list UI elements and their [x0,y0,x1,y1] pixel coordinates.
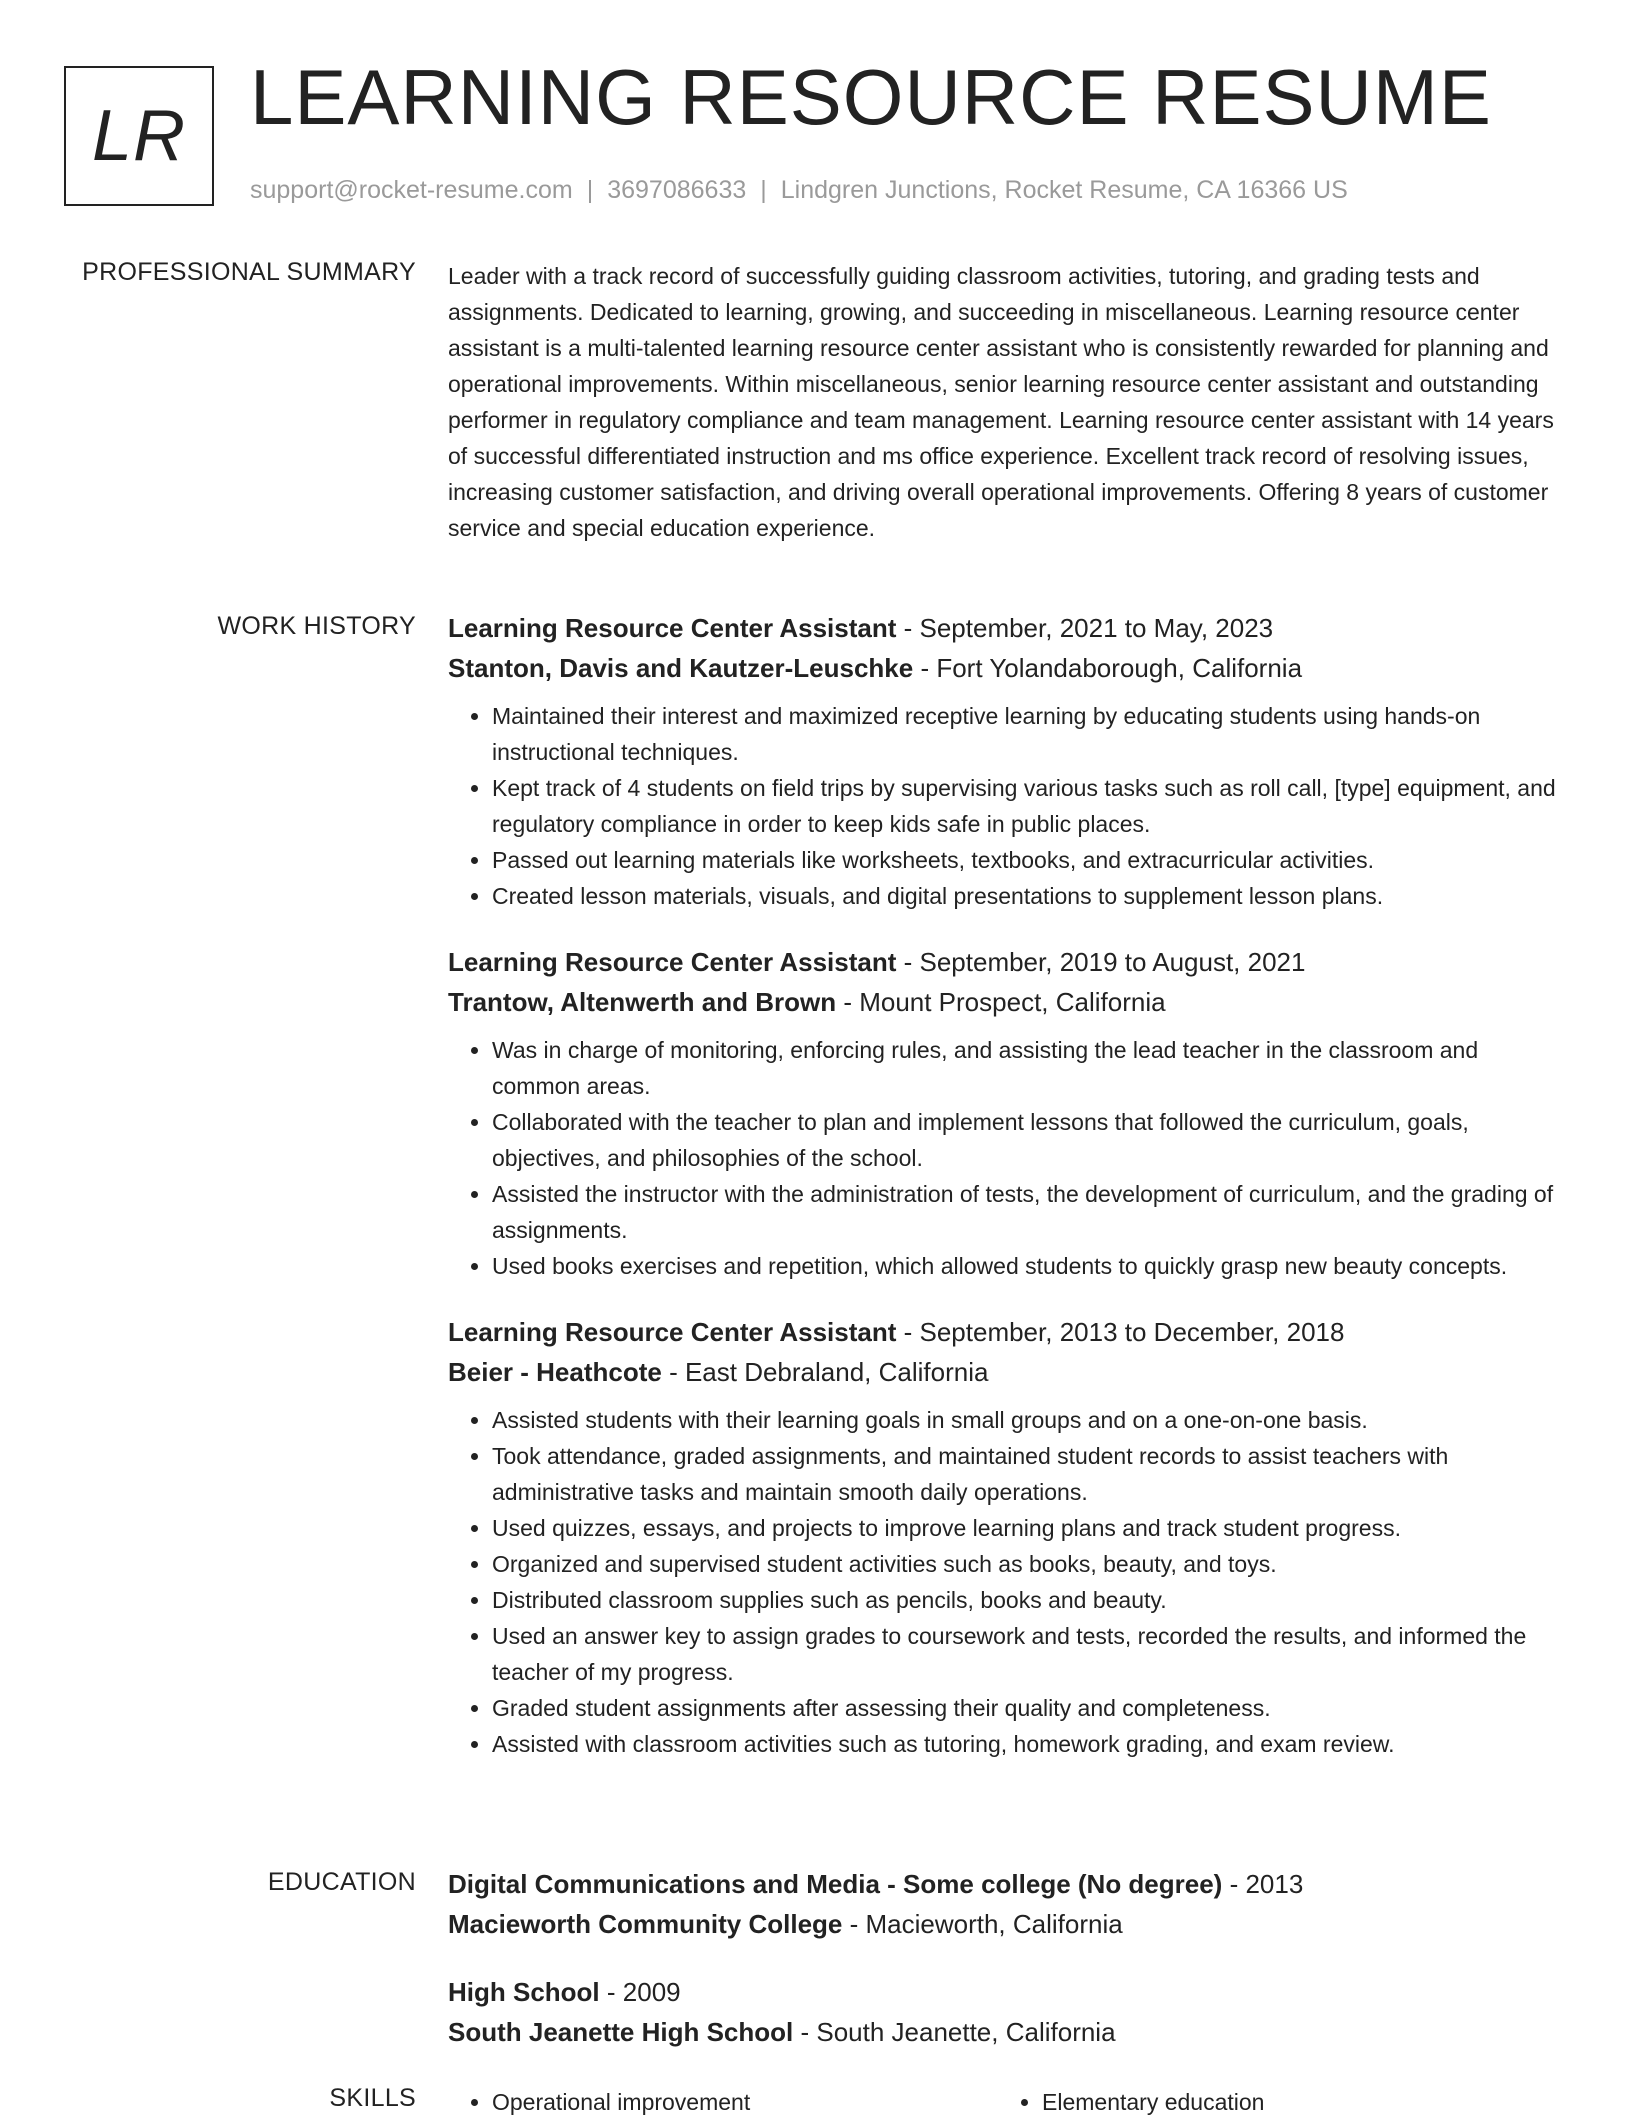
job-bullet: • Assisted the instructor with the administration of tests, the development of curriculum, and the grading of assignments. [492,1176,1568,1248]
job-bullets [448,1402,1568,1762]
education-location: - Macieworth, California [842,1909,1123,1939]
job-bullet: • Was in charge of monitoring, enforcing rules, and assisting the lead teacher in the classroom and common areas. [492,1032,1568,1104]
education-school: Macieworth Community College [448,1909,843,1939]
education-degree-line [448,1972,1568,2012]
job-bullet: • Collaborated with the teacher to plan and implement lessons that followed the curriculum, goals, objectives, and philosophies of the school. [492,1104,1568,1176]
contact-address: Lindgren Junctions, Rocket Resume, CA 16366 US [780,176,1348,204]
job-company: Stanton, Davis and Kautzer-Leuschke [448,653,914,683]
job-entry [448,608,1568,914]
skills-column [448,2084,998,2120]
education-year: - 2009 [599,1977,681,2007]
job-company-line [448,1352,1568,1392]
contact-phone[interactable]: 3697086633 [607,176,747,204]
skills-columns [448,2084,1568,2120]
job-bullet: • Assisted students with their learning goals in small groups and on a one-on-one basis. [492,1402,1568,1438]
job-company-line [448,982,1568,1022]
job-dates: - September, 2021 to May, 2023 [896,613,1274,643]
job-bullet: • Used books exercises and repetition, which allowed students to quickly grasp new beauty concepts. [492,1248,1568,1284]
education-year: - 2013 [1222,1869,1304,1899]
contact-email[interactable]: support@rocket-resume.com [250,176,573,204]
skill-item: • Elementary education [1042,2084,1548,2120]
education-school-line [448,1904,1568,1944]
education-school: South Jeanette High School [448,2017,794,2047]
job-bullet: • Used quizzes, essays, and projects to improve learning plans and track student progress. [492,1510,1568,1546]
contact-separator: | [586,176,594,204]
job-company-line [448,648,1568,688]
job-bullet: • Assisted with classroom activities such as tutoring, homework grading, and exam review. [492,1726,1568,1762]
job-dates: - September, 2013 to December, 2018 [896,1317,1345,1347]
job-location: - Mount Prospect, California [836,987,1166,1017]
job-company: Beier - Heathcote [448,1357,662,1387]
monogram-logo: LR [64,66,214,206]
education-heading: EDUCATION [267,1868,416,1896]
job-location: - East Debraland, California [661,1357,989,1387]
job-title: Learning Resource Center Assistant [448,947,897,977]
education-school-line [448,2012,1568,2052]
skills-heading: SKILLS [329,2084,416,2112]
education-location: - South Jeanette, California [793,2017,1116,2047]
resume-title: LEARNING RESOURCE RESUME [250,53,1492,141]
job-bullets [448,698,1568,914]
job-bullet: • Passed out learning materials like worksheets, textbooks, and extracurricular activities. [492,842,1568,878]
job-bullet: • Graded student assignments after assessing their quality and completeness. [492,1690,1568,1726]
job-bullet: • Created lesson materials, visuals, and digital presentations to supplement lesson plans. [492,878,1568,914]
education-entry [448,1864,1568,1944]
job-bullet: • Maintained their interest and maximized receptive learning by educating students using hands-on instructional techniques. [492,698,1568,770]
contact-separator: | [760,176,767,204]
education-degree: High School [448,1977,600,2007]
education-degree: Digital Communications and Media - Some college (No degree) [448,1869,1223,1899]
job-entry [448,1312,1568,1762]
job-bullet: • Kept track of 4 students on field trips by supervising various tasks such as roll call, [type] equipment, and regulatory compliance in order to keep kids safe in public places. [492,770,1568,842]
job-title-line [448,1312,1568,1352]
contact-line [250,176,1348,205]
job-bullets [448,1032,1568,1284]
job-bullet: • Organized and supervised student activities such as books, beauty, and toys. [492,1546,1568,1582]
job-bullet: • Used an answer key to assign grades to coursework and tests, recorded the results, and informed the teacher of my progress. [492,1618,1568,1690]
job-entry [448,942,1568,1284]
job-location: - Fort Yolandaborough, California [913,653,1303,683]
job-dates: - September, 2019 to August, 2021 [896,947,1306,977]
job-title: Learning Resource Center Assistant [448,1317,897,1347]
work-history-heading: WORK HISTORY [217,612,416,640]
job-title-line [448,608,1568,648]
skill-item: • Operational improvement [492,2084,998,2120]
summary-text: Leader with a track record of successfully guiding classroom activities, tutoring, and grading tests and assignments. Dedicated to learning, growing, and succeeding in miscellaneous. Learning resource center assistant is a multi-talented learning resource center assistant who is consistently rewarded for planning and operational improvements. Within miscellaneous, senior learning resource center assistant and outstanding performer in regulatory compliance and team management. Learning resource center assistant with 14 years of successful differentiated instruction and ms office experience. Excellent track record of resolving issues, increasing customer satisfaction, and driving overall operational improvements. Offering 8 years of customer service and special education experience. [448,263,1554,541]
education-entry [448,1972,1568,2052]
skills-column [998,2084,1548,2120]
job-title: Learning Resource Center Assistant [448,613,897,643]
summary-heading: PROFESSIONAL SUMMARY [82,258,416,286]
job-title-line [448,942,1568,982]
job-company: Trantow, Altenwerth and Brown [448,987,837,1017]
job-bullet: • Took attendance, graded assignments, and maintained student records to assist teachers with administrative tasks and maintain smooth daily operations. [492,1438,1568,1510]
job-bullet: • Distributed classroom supplies such as pencils, books and beauty. [492,1582,1568,1618]
education-degree-line [448,1864,1568,1904]
